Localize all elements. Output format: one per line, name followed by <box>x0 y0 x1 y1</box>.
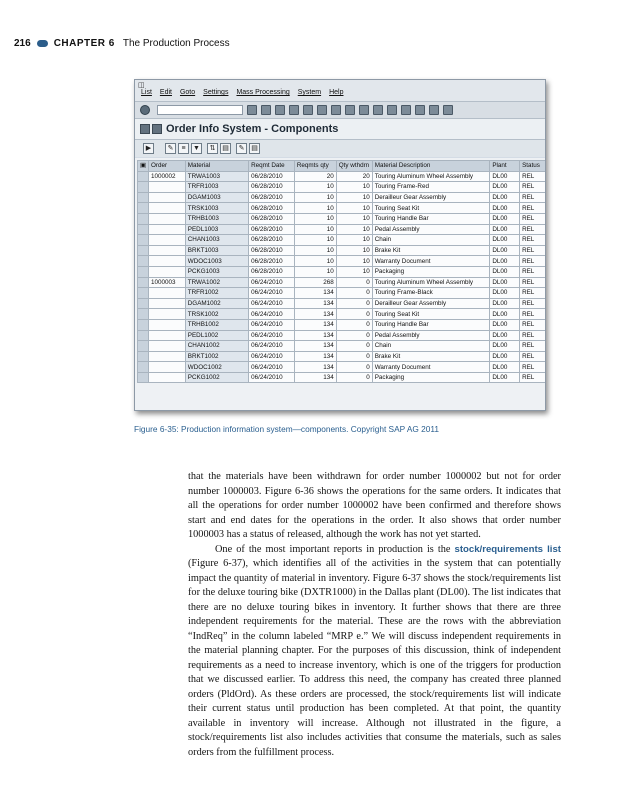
cell-order: 1000002 <box>148 171 185 182</box>
cell-reqmt-date: 06/28/2010 <box>249 182 295 193</box>
menu-goto[interactable]: Goto <box>179 89 196 96</box>
cell-material-description: Warranty Document <box>372 256 490 267</box>
edit-pencil-icon[interactable]: ✎ <box>165 143 176 154</box>
chapter-label: CHAPTER 6 <box>53 38 115 49</box>
cell-order <box>148 298 185 309</box>
cell-status: REL <box>520 309 546 320</box>
cell-status: REL <box>520 362 546 373</box>
save-icon[interactable] <box>247 105 257 115</box>
table-row[interactable] <box>138 362 547 373</box>
table-row[interactable] <box>138 330 547 341</box>
cell-qty-withdrawn: 10 <box>336 235 372 246</box>
table-row[interactable] <box>138 341 547 352</box>
row-selector[interactable] <box>138 192 149 203</box>
exit-icon[interactable] <box>275 105 285 115</box>
cell-reqmts-qty: 134 <box>294 372 336 383</box>
table-row[interactable] <box>138 235 547 246</box>
cell-reqmt-date: 06/24/2010 <box>249 277 295 288</box>
cell-material: PCKG1002 <box>185 372 248 383</box>
cell-material: PCKG1003 <box>185 266 248 277</box>
cell-reqmt-date: 06/24/2010 <box>249 372 295 383</box>
table-row[interactable] <box>138 213 547 224</box>
cell-reqmt-date: 06/28/2010 <box>249 224 295 235</box>
table-row[interactable] <box>138 245 547 256</box>
filter-icon[interactable]: ▼ <box>191 143 202 154</box>
row-selector[interactable] <box>138 203 149 214</box>
print-icon[interactable] <box>303 105 313 115</box>
row-selector[interactable] <box>138 288 149 299</box>
menu-settings[interactable]: Settings <box>203 89 229 96</box>
cell-plant: DL00 <box>490 224 520 235</box>
cell-plant: DL00 <box>490 372 520 383</box>
cell-reqmt-date: 06/28/2010 <box>249 256 295 267</box>
table-row[interactable] <box>138 309 547 320</box>
column-header-material-description[interactable]: Material Description <box>372 161 490 172</box>
cell-reqmts-qty: 20 <box>294 171 336 182</box>
cell-material: TRFR1002 <box>185 288 248 299</box>
running-header <box>14 38 230 49</box>
cell-material: TRSK1002 <box>185 309 248 320</box>
table-header-row <box>138 161 547 172</box>
cell-status: REL <box>520 245 546 256</box>
cell-qty-withdrawn: 0 <box>336 372 372 383</box>
cell-qty-withdrawn: 0 <box>336 319 372 330</box>
cell-qty-withdrawn: 0 <box>336 277 372 288</box>
cell-plant: DL00 <box>490 182 520 193</box>
cell-status: REL <box>520 298 546 309</box>
table-row[interactable] <box>138 224 547 235</box>
column-header-order[interactable]: Order <box>148 161 185 172</box>
menu-list <box>141 89 344 96</box>
cell-order <box>148 372 185 383</box>
row-selector[interactable] <box>138 224 149 235</box>
paragraph-1: that the materials have been withdrawn for order number 1000002 but not for order number 1000003. Figure 6-36 shows the operations for the same orders. It indicates that all the operations for order number 1000002 have been confirmed and therefore shows start and end dates for the operations in the order. It also shows that order number 1000003 has a status of released, although the work has not yet started. <box>188 471 561 540</box>
table-row[interactable] <box>138 288 547 299</box>
cell-material-description: Pedal Assembly <box>372 330 490 341</box>
toolbar-icons <box>247 105 453 115</box>
cell-order <box>148 245 185 256</box>
cell-order <box>148 288 185 299</box>
components-table <box>137 160 546 383</box>
cell-qty-withdrawn: 10 <box>336 182 372 193</box>
cell-material-description: Touring Seat Kit <box>372 203 490 214</box>
cell-order: 1000003 <box>148 277 185 288</box>
cell-reqmt-date: 06/28/2010 <box>249 235 295 246</box>
cell-material: BRKT1003 <box>185 245 248 256</box>
new-session-icon[interactable] <box>401 105 411 115</box>
cell-qty-withdrawn: 10 <box>336 213 372 224</box>
cell-reqmt-date: 06/28/2010 <box>249 171 295 182</box>
cell-status: REL <box>520 171 546 182</box>
cell-plant: DL00 <box>490 203 520 214</box>
cell-plant: DL00 <box>490 309 520 320</box>
cell-order <box>148 213 185 224</box>
report-icon <box>152 124 162 134</box>
cell-material-description: Warranty Document <box>372 362 490 373</box>
enter-icon[interactable] <box>140 105 150 115</box>
cell-reqmt-date: 06/28/2010 <box>249 203 295 214</box>
cell-material-description: Packaging <box>372 372 490 383</box>
row-selector[interactable] <box>138 319 149 330</box>
cell-reqmts-qty: 134 <box>294 341 336 352</box>
cell-qty-withdrawn: 10 <box>336 224 372 235</box>
cell-status: REL <box>520 182 546 193</box>
cell-qty-withdrawn: 10 <box>336 256 372 267</box>
cell-material: TRHB1002 <box>185 319 248 330</box>
screen-titlebar <box>135 119 545 140</box>
cell-reqmts-qty: 10 <box>294 213 336 224</box>
cell-reqmt-date: 06/28/2010 <box>249 245 295 256</box>
cell-reqmts-qty: 10 <box>294 245 336 256</box>
paragraph-2 <box>188 543 561 761</box>
cell-plant: DL00 <box>490 245 520 256</box>
row-selector[interactable] <box>138 298 149 309</box>
row-selector[interactable] <box>138 330 149 341</box>
cell-material: CHAN1003 <box>185 235 248 246</box>
cell-reqmts-qty: 10 <box>294 256 336 267</box>
screen-title: Order Info System - Components <box>166 123 339 135</box>
column-header-material[interactable]: Material <box>185 161 248 172</box>
table-row[interactable] <box>138 319 547 330</box>
cell-material: WDOC1002 <box>185 362 248 373</box>
cell-reqmt-date: 06/24/2010 <box>249 341 295 352</box>
row-selector[interactable] <box>138 235 149 246</box>
key-term-stock-requirements-list: stock/requirements list <box>454 543 561 555</box>
cell-reqmt-date: 06/24/2010 <box>249 362 295 373</box>
cell-material: BRKT1002 <box>185 351 248 362</box>
cell-order <box>148 224 185 235</box>
cell-order <box>148 192 185 203</box>
cell-material: TRWA1002 <box>185 277 248 288</box>
column-header-reqmt-date[interactable]: Reqmt Date <box>249 161 295 172</box>
cell-qty-withdrawn: 20 <box>336 171 372 182</box>
cell-order <box>148 319 185 330</box>
next-page-icon[interactable] <box>373 105 383 115</box>
cell-status: REL <box>520 330 546 341</box>
sort-icon[interactable]: ⇅ <box>207 143 218 154</box>
cell-reqmts-qty: 134 <box>294 351 336 362</box>
first-page-icon[interactable] <box>345 105 355 115</box>
row-selector[interactable] <box>138 245 149 256</box>
cell-status: REL <box>520 351 546 362</box>
body-text <box>188 470 561 760</box>
expand-arrow-icon[interactable]: ▶ <box>143 143 154 154</box>
cell-status: REL <box>520 319 546 330</box>
layout-icon[interactable] <box>443 105 453 115</box>
detail-icon[interactable]: ≡ <box>178 143 189 154</box>
paragraph-2-intro: One of the most important reports in production is the <box>215 543 455 555</box>
cell-order <box>148 182 185 193</box>
shortcut-icon[interactable] <box>415 105 425 115</box>
cell-material: TRHB1003 <box>185 213 248 224</box>
cell-order <box>148 351 185 362</box>
cell-material: TRSK1003 <box>185 203 248 214</box>
sap-screenshot <box>134 79 546 411</box>
row-selector[interactable] <box>138 372 149 383</box>
cell-reqmt-date: 06/24/2010 <box>249 351 295 362</box>
application-toolbar <box>135 140 545 157</box>
cell-reqmts-qty: 10 <box>294 203 336 214</box>
menu-bar <box>135 80 545 102</box>
menu-mass-processing[interactable]: Mass Processing <box>236 89 290 96</box>
cell-plant: DL00 <box>490 235 520 246</box>
cell-material: TRFR1003 <box>185 182 248 193</box>
cell-reqmt-date: 06/28/2010 <box>249 213 295 224</box>
chapter-marker-icon <box>37 40 48 47</box>
menu-edit[interactable]: Edit <box>159 89 172 96</box>
cell-qty-withdrawn: 10 <box>336 192 372 203</box>
cell-status: REL <box>520 341 546 352</box>
cell-status: REL <box>520 277 546 288</box>
column-header-plant[interactable]: Plant <box>490 161 520 172</box>
cell-material: WDOC1003 <box>185 256 248 267</box>
help-icon[interactable] <box>429 105 439 115</box>
cell-material-description: Derailleur Gear Assembly <box>372 192 490 203</box>
cell-order <box>148 203 185 214</box>
row-selector[interactable] <box>138 266 149 277</box>
find-next-icon[interactable] <box>331 105 341 115</box>
cell-material-description: Derailleur Gear Assembly <box>372 298 490 309</box>
row-selector[interactable] <box>138 182 149 193</box>
cell-plant: DL00 <box>490 351 520 362</box>
previous-page-icon[interactable] <box>359 105 369 115</box>
chapter-title: The Production Process <box>122 38 230 49</box>
row-selector[interactable] <box>138 309 149 320</box>
cell-reqmts-qty: 10 <box>294 235 336 246</box>
menu-help[interactable]: Help <box>329 89 344 96</box>
cell-material-description: Chain <box>372 235 490 246</box>
cell-plant: DL00 <box>490 319 520 330</box>
cell-qty-withdrawn: 0 <box>336 362 372 373</box>
cell-plant: DL00 <box>490 298 520 309</box>
cell-plant: DL00 <box>490 266 520 277</box>
back-icon[interactable] <box>261 105 271 115</box>
table-row[interactable] <box>138 372 547 383</box>
row-selector[interactable] <box>138 256 149 267</box>
components-grid <box>135 158 546 411</box>
cell-qty-withdrawn: 0 <box>336 298 372 309</box>
cell-material-description: Touring Frame-Red <box>372 182 490 193</box>
row-selector[interactable] <box>138 171 149 182</box>
cell-reqmts-qty: 10 <box>294 192 336 203</box>
cell-reqmts-qty: 268 <box>294 277 336 288</box>
cell-reqmts-qty: 134 <box>294 298 336 309</box>
table-row[interactable] <box>138 192 547 203</box>
cell-order <box>148 235 185 246</box>
table-row[interactable] <box>138 203 547 214</box>
cell-material: DGAM1002 <box>185 298 248 309</box>
cell-material: PEDL1003 <box>185 224 248 235</box>
column-header-status[interactable]: Status <box>520 161 546 172</box>
cell-plant: DL00 <box>490 288 520 299</box>
cell-qty-withdrawn: 0 <box>336 288 372 299</box>
cell-material-description: Touring Seat Kit <box>372 309 490 320</box>
cell-qty-withdrawn: 10 <box>336 203 372 214</box>
cell-qty-withdrawn: 0 <box>336 351 372 362</box>
cell-status: REL <box>520 192 546 203</box>
cell-reqmt-date: 06/24/2010 <box>249 288 295 299</box>
cancel-icon[interactable] <box>289 105 299 115</box>
cell-material-description: Touring Aluminum Wheel Assembly <box>372 277 490 288</box>
cell-material-description: Touring Aluminum Wheel Assembly <box>372 171 490 182</box>
cell-material-description: Touring Handle Bar <box>372 319 490 330</box>
cell-order <box>148 256 185 267</box>
cell-qty-withdrawn: 0 <box>336 309 372 320</box>
cell-qty-withdrawn: 0 <box>336 330 372 341</box>
table-row[interactable] <box>138 266 547 277</box>
table-row[interactable] <box>138 277 547 288</box>
cell-status: REL <box>520 372 546 383</box>
table-row[interactable] <box>138 256 547 267</box>
table-row[interactable] <box>138 298 547 309</box>
cell-reqmts-qty: 10 <box>294 182 336 193</box>
cell-material: PEDL1002 <box>185 330 248 341</box>
row-selector[interactable] <box>138 213 149 224</box>
cell-plant: DL00 <box>490 277 520 288</box>
cell-reqmts-qty: 134 <box>294 288 336 299</box>
cell-reqmt-date: 06/24/2010 <box>249 309 295 320</box>
cell-status: REL <box>520 213 546 224</box>
row-selector[interactable] <box>138 341 149 352</box>
cell-plant: DL00 <box>490 256 520 267</box>
cell-status: REL <box>520 224 546 235</box>
cell-plant: DL00 <box>490 362 520 373</box>
standard-toolbar <box>135 102 545 119</box>
cell-material-description: Brake Kit <box>372 351 490 362</box>
cell-status: REL <box>520 288 546 299</box>
find-icon[interactable] <box>317 105 327 115</box>
export-icon[interactable]: ▤ <box>220 143 231 154</box>
cell-material-description: Pedal Assembly <box>372 224 490 235</box>
cell-plant: DL00 <box>490 171 520 182</box>
cell-material-description: Touring Frame-Black <box>372 288 490 299</box>
cell-status: REL <box>520 266 546 277</box>
cell-status: REL <box>520 235 546 246</box>
sap-window-icon: ◫ <box>138 82 145 89</box>
menu-system[interactable]: System <box>297 89 322 96</box>
cell-material-description: Chain <box>372 341 490 352</box>
cell-reqmts-qty: 134 <box>294 319 336 330</box>
column-header-qty-withdrawn[interactable]: Qty wthdrn <box>336 161 372 172</box>
page-number: 216 <box>14 38 31 49</box>
cell-reqmt-date: 06/24/2010 <box>249 319 295 330</box>
row-selector[interactable] <box>138 362 149 373</box>
cell-reqmts-qty: 134 <box>294 309 336 320</box>
cell-reqmt-date: 06/24/2010 <box>249 330 295 341</box>
cell-plant: DL00 <box>490 330 520 341</box>
cell-qty-withdrawn: 10 <box>336 245 372 256</box>
cell-reqmt-date: 06/24/2010 <box>249 298 295 309</box>
cell-plant: DL00 <box>490 213 520 224</box>
cell-status: REL <box>520 203 546 214</box>
cell-material: CHAN1002 <box>185 341 248 352</box>
cell-order <box>148 309 185 320</box>
cell-order <box>148 362 185 373</box>
cell-plant: DL00 <box>490 341 520 352</box>
cell-reqmts-qty: 10 <box>294 224 336 235</box>
column-header-reqmts-qty[interactable]: Reqmts qty <box>294 161 336 172</box>
cell-plant: DL00 <box>490 192 520 203</box>
table-row[interactable] <box>138 351 547 362</box>
figure-caption: Figure 6-35: Production information system—components. Copyright SAP AG 2011 <box>134 424 439 434</box>
cell-order <box>148 266 185 277</box>
title-icons <box>140 124 162 134</box>
row-selector[interactable] <box>138 351 149 362</box>
cell-reqmts-qty: 10 <box>294 266 336 277</box>
cell-material: TRWA1003 <box>185 171 248 182</box>
cell-reqmt-date: 06/28/2010 <box>249 192 295 203</box>
cell-material-description: Brake Kit <box>372 245 490 256</box>
cell-material-description: Touring Handle Bar <box>372 213 490 224</box>
table-row[interactable] <box>138 182 547 193</box>
select-all-icon[interactable]: ▣ <box>138 161 149 172</box>
cell-material-description: Packaging <box>372 266 490 277</box>
table-row[interactable] <box>138 171 547 182</box>
layout-change-icon[interactable]: ✎ <box>236 143 247 154</box>
cell-order <box>148 330 185 341</box>
command-field[interactable] <box>157 105 243 115</box>
cell-reqmt-date: 06/28/2010 <box>249 266 295 277</box>
cell-qty-withdrawn: 0 <box>336 341 372 352</box>
row-selector[interactable] <box>138 277 149 288</box>
cell-order <box>148 341 185 352</box>
print-list-icon[interactable]: ▤ <box>249 143 260 154</box>
cell-qty-withdrawn: 10 <box>336 266 372 277</box>
cell-reqmts-qty: 134 <box>294 362 336 373</box>
cell-status: REL <box>520 256 546 267</box>
cell-material: DGAM1003 <box>185 192 248 203</box>
transaction-icon <box>140 124 150 134</box>
cell-reqmts-qty: 134 <box>294 330 336 341</box>
menu-list-item[interactable]: List <box>141 89 152 96</box>
paragraph-2-rest: (Figure 6-37), which identifies all of the activities in the system that can potentially impact the quantity of material in inventory. Figure 6-37 shows the stock/requirements list for the deluxe touring bike (DXTR1000) in the Dallas plant (DL00). The list indicates that there are no deluxe touring bikes in inventory. It further shows that there are three independent requirements for the material. These are the rows with the abbreviation “IndReq” in the column labeled “MRP e.” We will discuss independent requirements in the material planning chapter. For the purposes of this discussion, think of independent requirements as a need to increase inventory, which is one of the triggers for production that we discussed earlier. To address this need, the company has created three planned orders (PldOrd). As these orders are processed, the stock/requirements list will indicate their current status until production has been completed. At that point, the quantity available in inventory will increase. Although not illustrated in the figure, a stock/requirements list also includes activities that consume the materials, such as sales orders from the fulfillment process. <box>188 558 561 758</box>
last-page-icon[interactable] <box>387 105 397 115</box>
